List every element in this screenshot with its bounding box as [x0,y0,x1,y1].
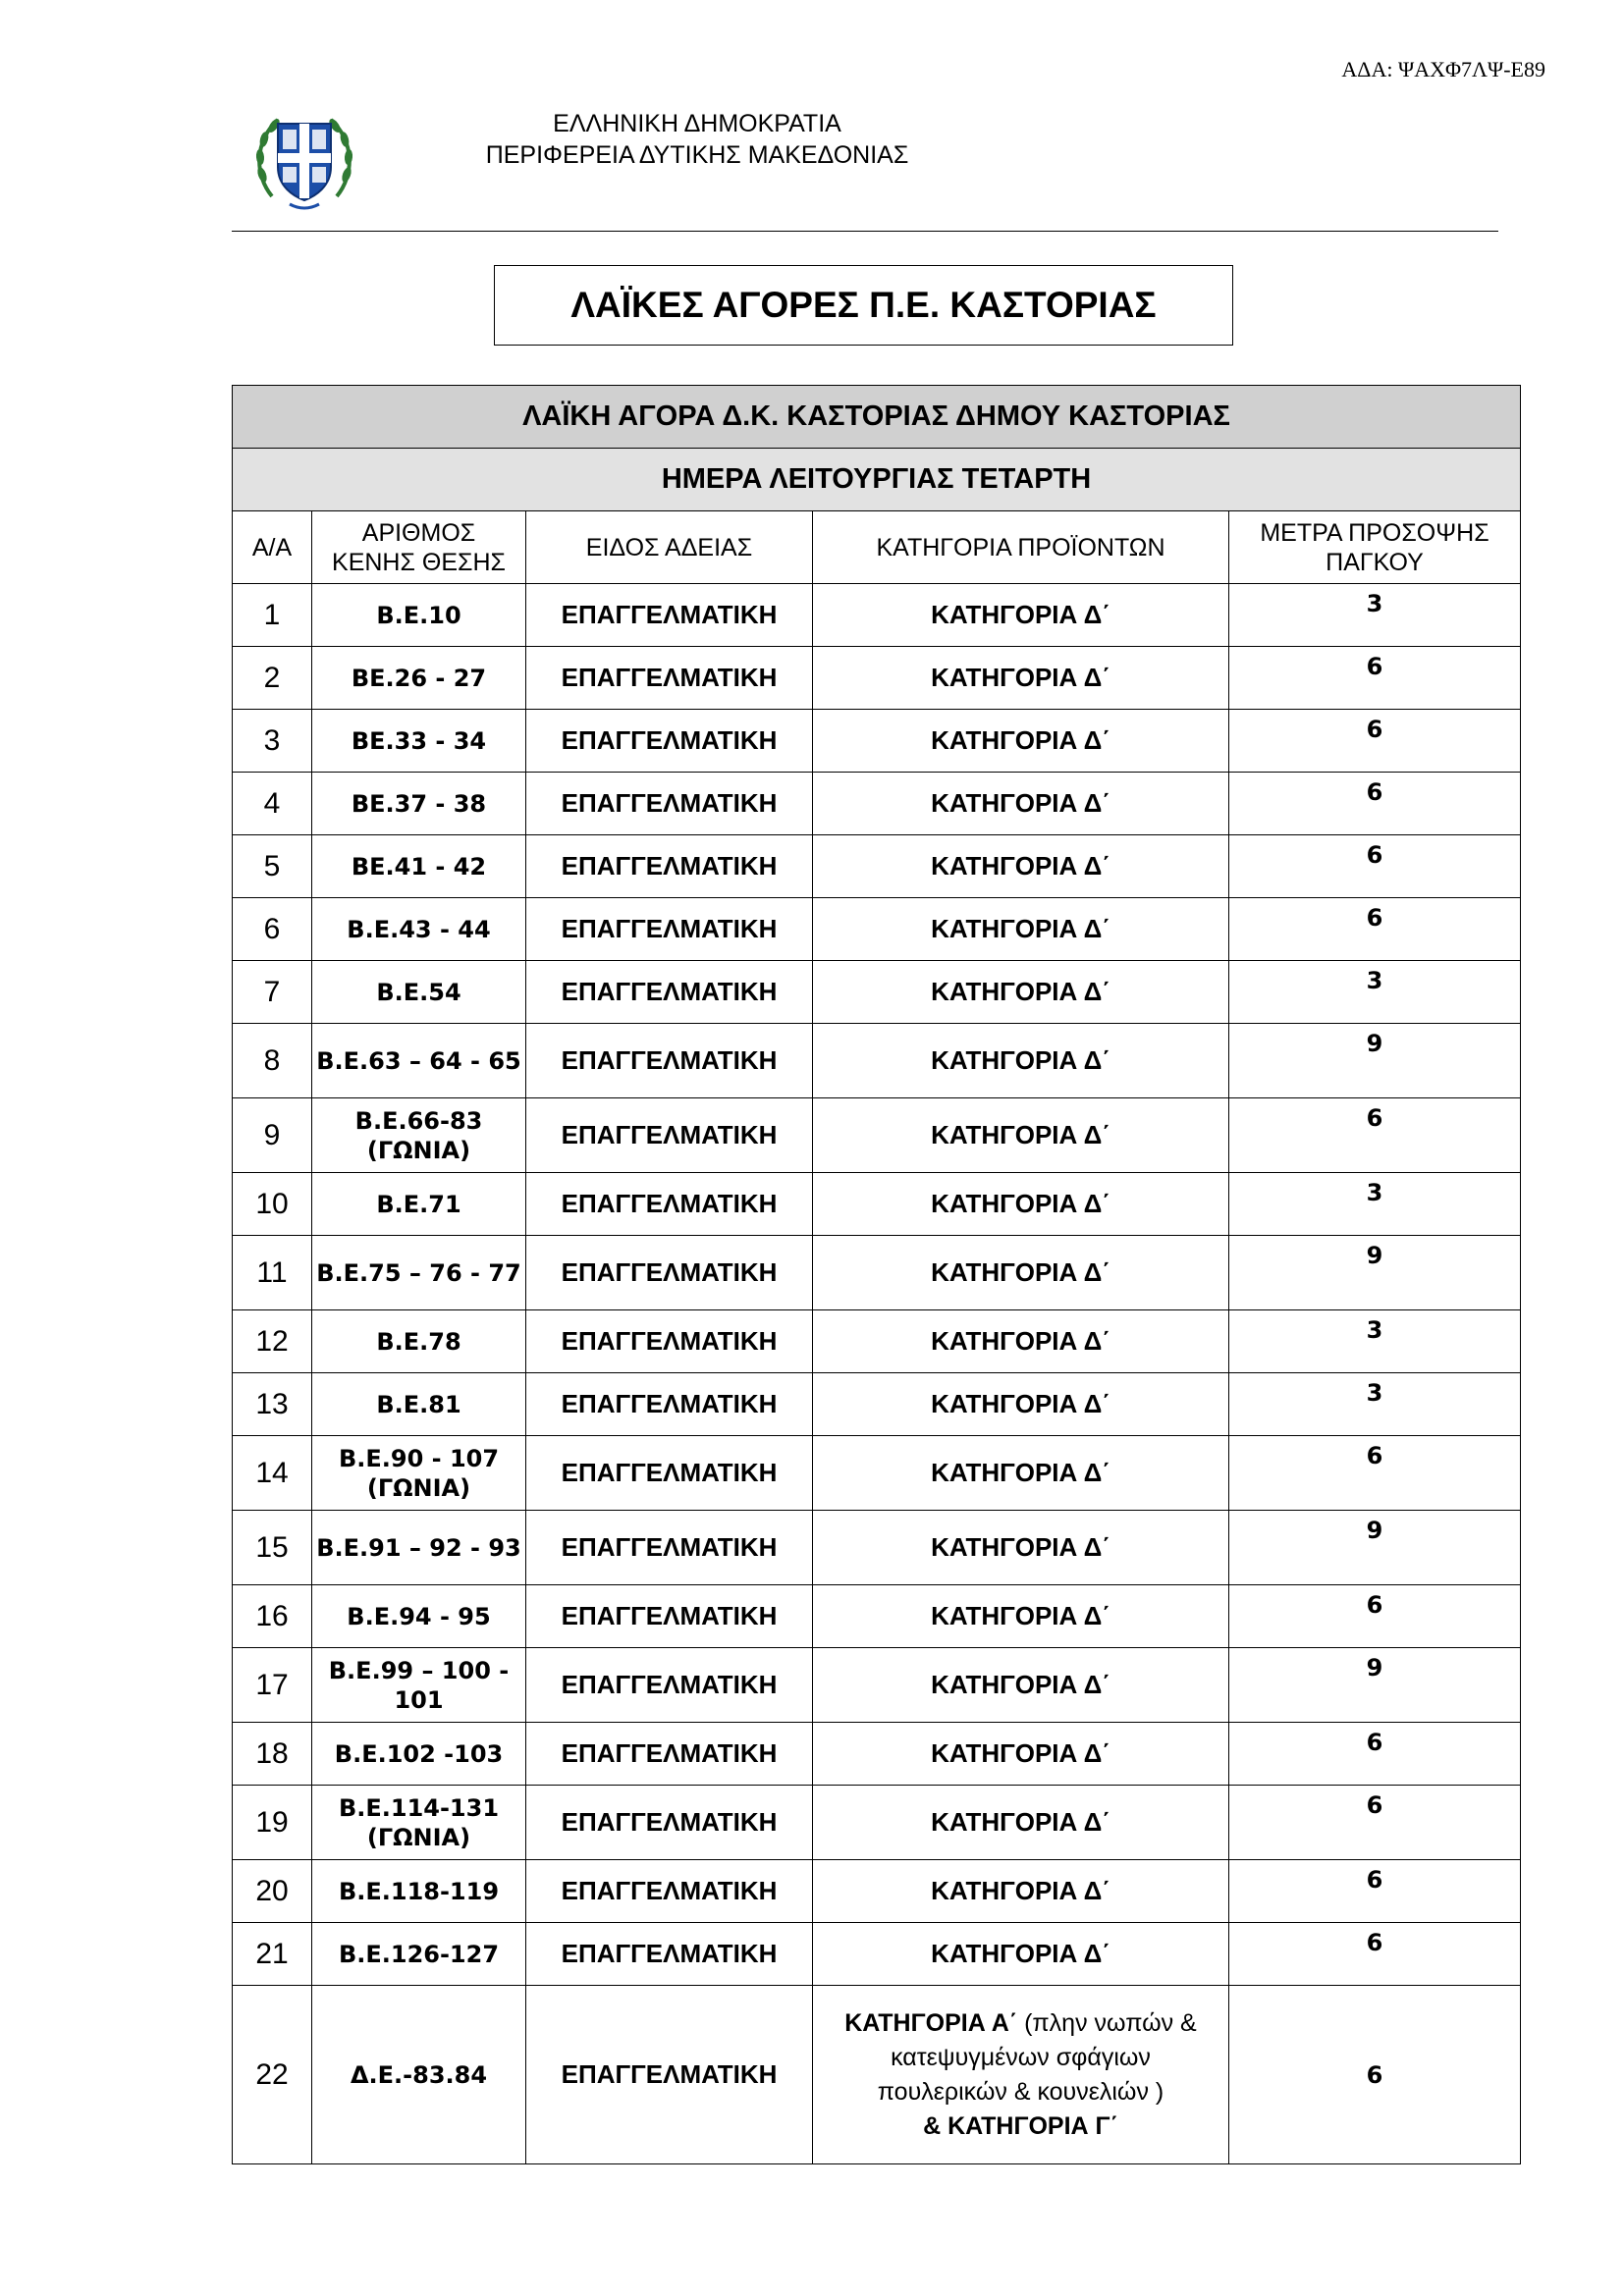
position-code: Β.Ε.10 [312,584,526,647]
frontage-meters: 6 [1229,710,1521,773]
table-body [233,584,1521,1986]
row-number: 22 [233,1986,312,2164]
frontage-meters: 6 [1229,1860,1521,1923]
frontage-meters: 9 [1229,1648,1521,1723]
table-row [233,961,1521,1024]
position-code: Δ.Ε.-83.84 [312,1986,526,2164]
position-code: Β.Ε.91 – 92 - 93 [312,1511,526,1585]
position-code: Β.Ε.78 [312,1310,526,1373]
frontage-meters: 6 [1229,1436,1521,1511]
row-number: 1 [233,584,312,647]
ada-code: ΑΔΑ: ΨΑΧΦ7ΛΨ-Ε89 [1341,57,1545,81]
frontage-meters: 6 [1229,647,1521,710]
position-code: ΒΕ.26 - 27 [312,647,526,710]
license-type: ΕΠΑΓΓΕΛΜΑΤΙΚΗ [526,647,813,710]
frontage-meters: 9 [1229,1511,1521,1585]
license-type: ΕΠΑΓΓΕΛΜΑΤΙΚΗ [526,710,813,773]
frontage-meters: 9 [1229,1236,1521,1310]
table-row [233,1511,1521,1585]
product-category [813,1986,1229,2164]
frontage-meters: 3 [1229,1173,1521,1236]
product-category: ΚΑΤΗΓΟΡΙΑ Δ΄ [813,1373,1229,1436]
row-number: 4 [233,773,312,835]
row-number: 19 [233,1786,312,1860]
license-type: ΕΠΑΓΓΕΛΜΑΤΙΚΗ [526,1310,813,1373]
category-c-label: & ΚΑΤΗΓΟΡΙΑ Γ΄ [923,2111,1118,2140]
product-category: ΚΑΤΗΓΟΡΙΑ Δ΄ [813,1648,1229,1723]
frontage-meters: 6 [1229,773,1521,835]
position-code: Β.Ε.118-119 [312,1860,526,1923]
row-number: 3 [233,710,312,773]
row-number: 5 [233,835,312,898]
position-code: ΒΕ.41 - 42 [312,835,526,898]
license-type: ΕΠΑΓΓΕΛΜΑΤΙΚΗ [526,1648,813,1723]
market-positions-table [232,385,1521,2164]
license-type: ΕΠΑΓΓΕΛΜΑΤΙΚΗ [526,773,813,835]
row-number: 20 [233,1860,312,1923]
position-code: Β.Ε.54 [312,961,526,1024]
table-row [233,647,1521,710]
position-code: Β.Ε.81 [312,1373,526,1436]
frontage-meters: 6 [1229,1986,1521,2164]
table-row [233,1986,1521,2164]
license-type: ΕΠΑΓΓΕΛΜΑΤΙΚΗ [526,1024,813,1098]
product-category: ΚΑΤΗΓΟΡΙΑ Δ΄ [813,1024,1229,1098]
position-code: Β.Ε.126-127 [312,1923,526,1986]
license-type: ΕΠΑΓΓΕΛΜΑΤΙΚΗ [526,1436,813,1511]
category-a-note-3: πουλερικών & κουνελιών ) [877,2077,1164,2106]
row-number: 7 [233,961,312,1024]
license-type: ΕΠΑΓΓΕΛΜΑΤΙΚΗ [526,1236,813,1310]
license-type: ΕΠΑΓΓΕΛΜΑΤΙΚΗ [526,1923,813,1986]
position-code: Β.Ε.63 – 64 - 65 [312,1024,526,1098]
table-row [233,773,1521,835]
product-category: ΚΑΤΗΓΟΡΙΑ Δ΄ [813,961,1229,1024]
market-name: ΛΑΪΚΗ ΑΓΟΡΑ Δ.Κ. ΚΑΣΤΟΡΙΑΣ ΔΗΜΟΥ ΚΑΣΤΟΡΙΑΣ [233,386,1521,449]
col-license: ΕΙΔΟΣ ΑΔΕΙΑΣ [526,511,813,584]
greek-coat-of-arms-icon [250,106,358,214]
table-row [233,1585,1521,1648]
frontage-meters: 6 [1229,1923,1521,1986]
frontage-meters: 3 [1229,1310,1521,1373]
product-category: ΚΑΤΗΓΟΡΙΑ Δ΄ [813,1236,1229,1310]
issuer-line-2: ΠΕΡΙΦΕΡΕΙΑ ΔΥΤΙΚΗΣ ΜΑΚΕΔΟΝΙΑΣ [485,141,909,169]
position-code: ΒΕ.33 - 34 [312,710,526,773]
frontage-meters: 9 [1229,1024,1521,1098]
row-number: 18 [233,1723,312,1786]
position-code: Β.Ε.102 -103 [312,1723,526,1786]
table-row [233,1024,1521,1098]
license-type: ΕΠΑΓΓΕΛΜΑΤΙΚΗ [526,1986,813,2164]
product-category: ΚΑΤΗΓΟΡΙΑ Δ΄ [813,710,1229,773]
row-number: 9 [233,1098,312,1173]
row-number: 6 [233,898,312,961]
table-row [233,1098,1521,1173]
position-code: ΒΕ.37 - 38 [312,773,526,835]
product-category: ΚΑΤΗΓΟΡΙΑ Δ΄ [813,1585,1229,1648]
issuer-header [422,108,972,171]
frontage-meters: 6 [1229,1585,1521,1648]
table-row [233,1923,1521,1986]
position-code: Β.Ε.94 - 95 [312,1585,526,1648]
col-aa: Α/Α [233,511,312,584]
category-a-note-2: κατεψυγμένων σφάγιων [891,2043,1151,2071]
frontage-meters: 6 [1229,835,1521,898]
col-position [312,511,526,584]
document-title: ΛΑΪΚΕΣ ΑΓΟΡΕΣ Π.Ε. ΚΑΣΤΟΡΙΑΣ [494,265,1233,346]
table-row [233,1648,1521,1723]
table-row [233,1786,1521,1860]
header-divider [232,231,1498,232]
position-code: Β.Ε.71 [312,1173,526,1236]
license-type: ΕΠΑΓΓΕΛΜΑΤΙΚΗ [526,1098,813,1173]
issuer-line-1: ΕΛΛΗΝΙΚΗ ΔΗΜΟΚΡΑΤΙΑ [553,110,841,137]
row-number: 14 [233,1436,312,1511]
table-row [233,1860,1521,1923]
position-code: Β.Ε.75 – 76 - 77 [312,1236,526,1310]
table-row [233,898,1521,961]
product-category: ΚΑΤΗΓΟΡΙΑ Δ΄ [813,1723,1229,1786]
product-category: ΚΑΤΗΓΟΡΙΑ Δ΄ [813,1923,1229,1986]
position-code: Β.Ε.114-131 (ΓΩΝΙΑ) [312,1786,526,1860]
column-header-row [233,511,1521,584]
col-meters-line-1: ΜΕΤΡΑ ΠΡΟΣΟΨΗΣ [1260,518,1489,547]
product-category: ΚΑΤΗΓΟΡΙΑ Δ΄ [813,1786,1229,1860]
category-a-label: ΚΑΤΗΓΟΡΙΑ Α΄ [844,2008,1018,2037]
table-row [233,1310,1521,1373]
table-row [233,1436,1521,1511]
col-position-line-2: ΚΕΝΗΣ ΘΕΣΗΣ [332,548,506,576]
table-row [233,1373,1521,1436]
frontage-meters: 3 [1229,1373,1521,1436]
frontage-meters: 6 [1229,898,1521,961]
row-number: 16 [233,1585,312,1648]
row-number: 10 [233,1173,312,1236]
product-category: ΚΑΤΗΓΟΡΙΑ Δ΄ [813,1511,1229,1585]
table-row [233,1236,1521,1310]
license-type: ΕΠΑΓΓΕΛΜΑΤΙΚΗ [526,1585,813,1648]
product-category: ΚΑΤΗΓΟΡΙΑ Δ΄ [813,835,1229,898]
product-category: ΚΑΤΗΓΟΡΙΑ Δ΄ [813,584,1229,647]
position-code: Β.Ε.43 - 44 [312,898,526,961]
license-type: ΕΠΑΓΓΕΛΜΑΤΙΚΗ [526,1723,813,1786]
license-type: ΕΠΑΓΓΕΛΜΑΤΙΚΗ [526,961,813,1024]
product-category: ΚΑΤΗΓΟΡΙΑ Δ΄ [813,1098,1229,1173]
frontage-meters: 3 [1229,584,1521,647]
table-row [233,584,1521,647]
col-meters [1229,511,1521,584]
row-number: 15 [233,1511,312,1585]
license-type: ΕΠΑΓΓΕΛΜΑΤΙΚΗ [526,1860,813,1923]
license-type: ΕΠΑΓΓΕΛΜΑΤΙΚΗ [526,1373,813,1436]
table-row [233,1723,1521,1786]
position-code: Β.Ε.90 - 107 (ΓΩΝΙΑ) [312,1436,526,1511]
row-number: 21 [233,1923,312,1986]
license-type: ΕΠΑΓΓΕΛΜΑΤΙΚΗ [526,1786,813,1860]
row-number: 12 [233,1310,312,1373]
frontage-meters: 6 [1229,1098,1521,1173]
row-number: 8 [233,1024,312,1098]
category-a-note-1: (πλην νωπών & [1017,2008,1197,2037]
row-number: 2 [233,647,312,710]
operating-day: ΗΜΕΡΑ ΛΕΙΤΟΥΡΓΙΑΣ ΤΕΤΑΡΤΗ [233,449,1521,511]
row-number: 13 [233,1373,312,1436]
operating-day-row [233,449,1521,511]
frontage-meters: 6 [1229,1786,1521,1860]
row-number: 17 [233,1648,312,1723]
product-category: ΚΑΤΗΓΟΡΙΑ Δ΄ [813,647,1229,710]
table-row [233,1173,1521,1236]
product-category: ΚΑΤΗΓΟΡΙΑ Δ΄ [813,1860,1229,1923]
license-type: ΕΠΑΓΓΕΛΜΑΤΙΚΗ [526,1511,813,1585]
product-category: ΚΑΤΗΓΟΡΙΑ Δ΄ [813,1310,1229,1373]
col-category: ΚΑΤΗΓΟΡΙΑ ΠΡΟΪΟΝΤΩΝ [813,511,1229,584]
frontage-meters: 6 [1229,1723,1521,1786]
frontage-meters: 3 [1229,961,1521,1024]
col-position-line-1: ΑΡΙΘΜΟΣ [361,518,476,547]
market-name-row [233,386,1521,449]
position-code: Β.Ε.66-83 (ΓΩΝΙΑ) [312,1098,526,1173]
license-type: ΕΠΑΓΓΕΛΜΑΤΙΚΗ [526,584,813,647]
product-category: ΚΑΤΗΓΟΡΙΑ Δ΄ [813,1436,1229,1511]
license-type: ΕΠΑΓΓΕΛΜΑΤΙΚΗ [526,898,813,961]
license-type: ΕΠΑΓΓΕΛΜΑΤΙΚΗ [526,835,813,898]
product-category: ΚΑΤΗΓΟΡΙΑ Δ΄ [813,1173,1229,1236]
row-number: 11 [233,1236,312,1310]
table-row [233,710,1521,773]
table-row [233,835,1521,898]
product-category: ΚΑΤΗΓΟΡΙΑ Δ΄ [813,773,1229,835]
license-type: ΕΠΑΓΓΕΛΜΑΤΙΚΗ [526,1173,813,1236]
col-meters-line-2: ΠΑΓΚΟΥ [1326,548,1424,576]
product-category: ΚΑΤΗΓΟΡΙΑ Δ΄ [813,898,1229,961]
position-code: Β.Ε.99 – 100 - 101 [312,1648,526,1723]
